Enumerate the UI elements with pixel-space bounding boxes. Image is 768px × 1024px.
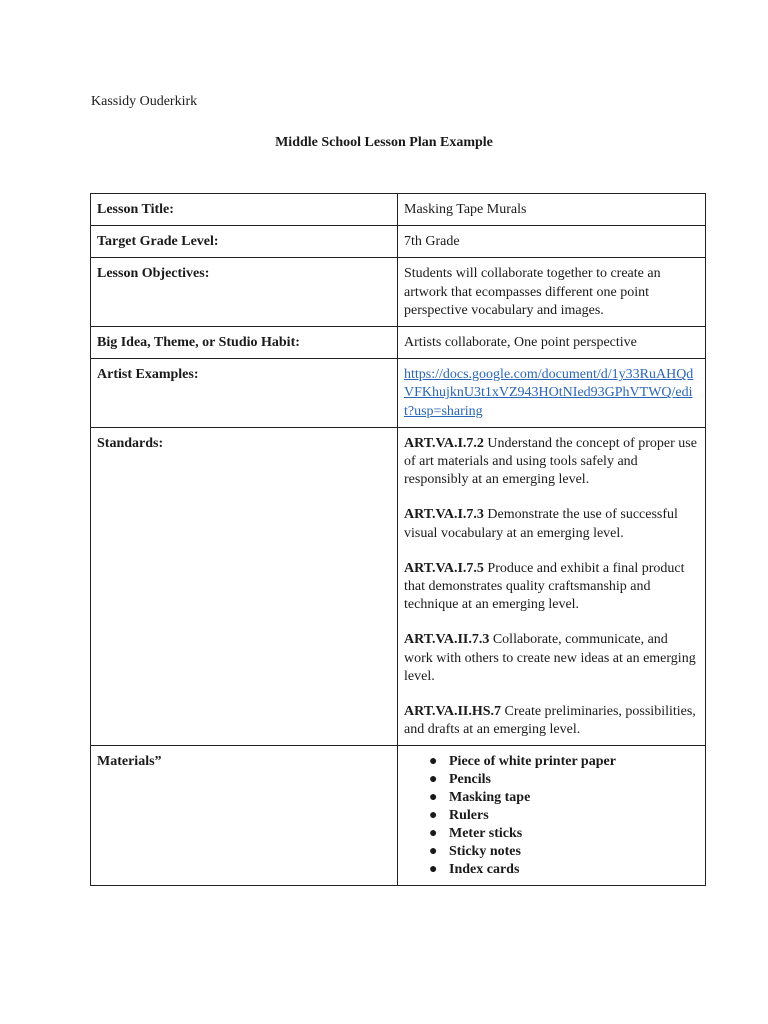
materials-value <box>398 746 706 885</box>
table-row-standards <box>91 427 706 746</box>
bullet-icon: ● <box>429 790 438 806</box>
list-item <box>404 807 699 825</box>
bullet-icon: ● <box>429 754 438 770</box>
standard-text: Understand the concept of proper use of art materials and using tools safely and responsibly at an emerging level. <box>404 435 697 488</box>
bullet-icon: ● <box>429 808 438 824</box>
material-text: Piece of white printer paper <box>449 754 616 770</box>
standards-label: Standards: <box>91 427 398 746</box>
list-item <box>404 789 699 807</box>
lesson-title-label: Lesson Title: <box>91 194 398 226</box>
objectives-label: Lesson Objectives: <box>91 258 398 327</box>
material-text: Meter sticks <box>449 826 523 842</box>
list-item <box>404 843 699 861</box>
standard-text: Produce and exhibit a final product that demonstrates quality craftsmanship and technique at an emerging level. <box>404 560 685 613</box>
objectives-value: Students will collaborate together to create an artwork that ecompasses different one point perspective vocabulary and images. <box>398 258 706 327</box>
standard-code: ART.VA.II.7.3 <box>404 632 490 648</box>
material-text: Rulers <box>449 808 489 824</box>
material-text: Pencils <box>449 772 491 788</box>
standard-text: Demonstrate the use of successful visual vocabulary at an emerging level. <box>404 507 678 541</box>
list-item <box>404 825 699 843</box>
table-row-lesson-title <box>91 194 706 226</box>
lesson-plan-table <box>90 193 706 886</box>
bullet-icon: ● <box>429 844 438 859</box>
big-idea-label: Big Idea, Theme, or Studio Habit: <box>91 327 398 359</box>
standard-item <box>404 506 699 542</box>
bullet-icon: ● <box>429 861 438 877</box>
standard-text: Create preliminaries, possibilities, and drafts at an emerging level. <box>404 704 696 738</box>
table-row-grade-level <box>91 226 706 258</box>
bullet-icon: ● <box>429 772 438 788</box>
material-text: Sticky notes <box>449 844 521 859</box>
document-title: Middle School Lesson Plan Example <box>275 135 493 150</box>
author-name: Kassidy Ouderkirk <box>91 94 198 109</box>
table-row-artist-examples <box>91 359 706 428</box>
artist-examples-link[interactable]: https://docs.google.com/document/d/1y33RuAHQdVFKhujknU3t1xVZ943HOtNIed93GPhVTWQ/edit?usp=sharing <box>404 367 694 419</box>
material-text: Masking tape <box>449 790 531 806</box>
grade-level-label: Target Grade Level: <box>91 226 398 258</box>
material-text: Index cards <box>449 861 520 877</box>
big-idea-value: Artists collaborate, One point perspective <box>398 327 706 359</box>
standard-code: ART.VA.II.HS.7 <box>404 704 502 720</box>
artist-examples-value <box>398 359 706 428</box>
table-row-big-idea <box>91 327 706 359</box>
materials-list <box>404 753 699 878</box>
artist-examples-label: Artist Examples: <box>91 359 398 428</box>
bullet-icon: ● <box>429 826 438 842</box>
list-item <box>404 861 699 879</box>
standard-code: ART.VA.I.7.5 <box>404 560 484 576</box>
list-item <box>404 771 699 789</box>
table-row-objectives <box>91 258 706 327</box>
standard-item <box>404 631 699 686</box>
standard-code: ART.VA.I.7.3 <box>404 507 484 523</box>
standard-item <box>404 435 699 490</box>
standards-value <box>398 427 706 746</box>
table-row-materials <box>91 746 706 885</box>
materials-label: Materials” <box>91 746 398 885</box>
lesson-title-value: Masking Tape Murals <box>398 194 706 226</box>
standard-text: Collaborate, communicate, and work with others to create new ideas at an emerging level. <box>404 632 696 684</box>
list-item <box>404 753 699 771</box>
grade-level-value: 7th Grade <box>398 226 706 258</box>
standard-code: ART.VA.I.7.2 <box>404 435 484 451</box>
standard-item <box>404 560 699 615</box>
standard-item <box>404 703 699 739</box>
